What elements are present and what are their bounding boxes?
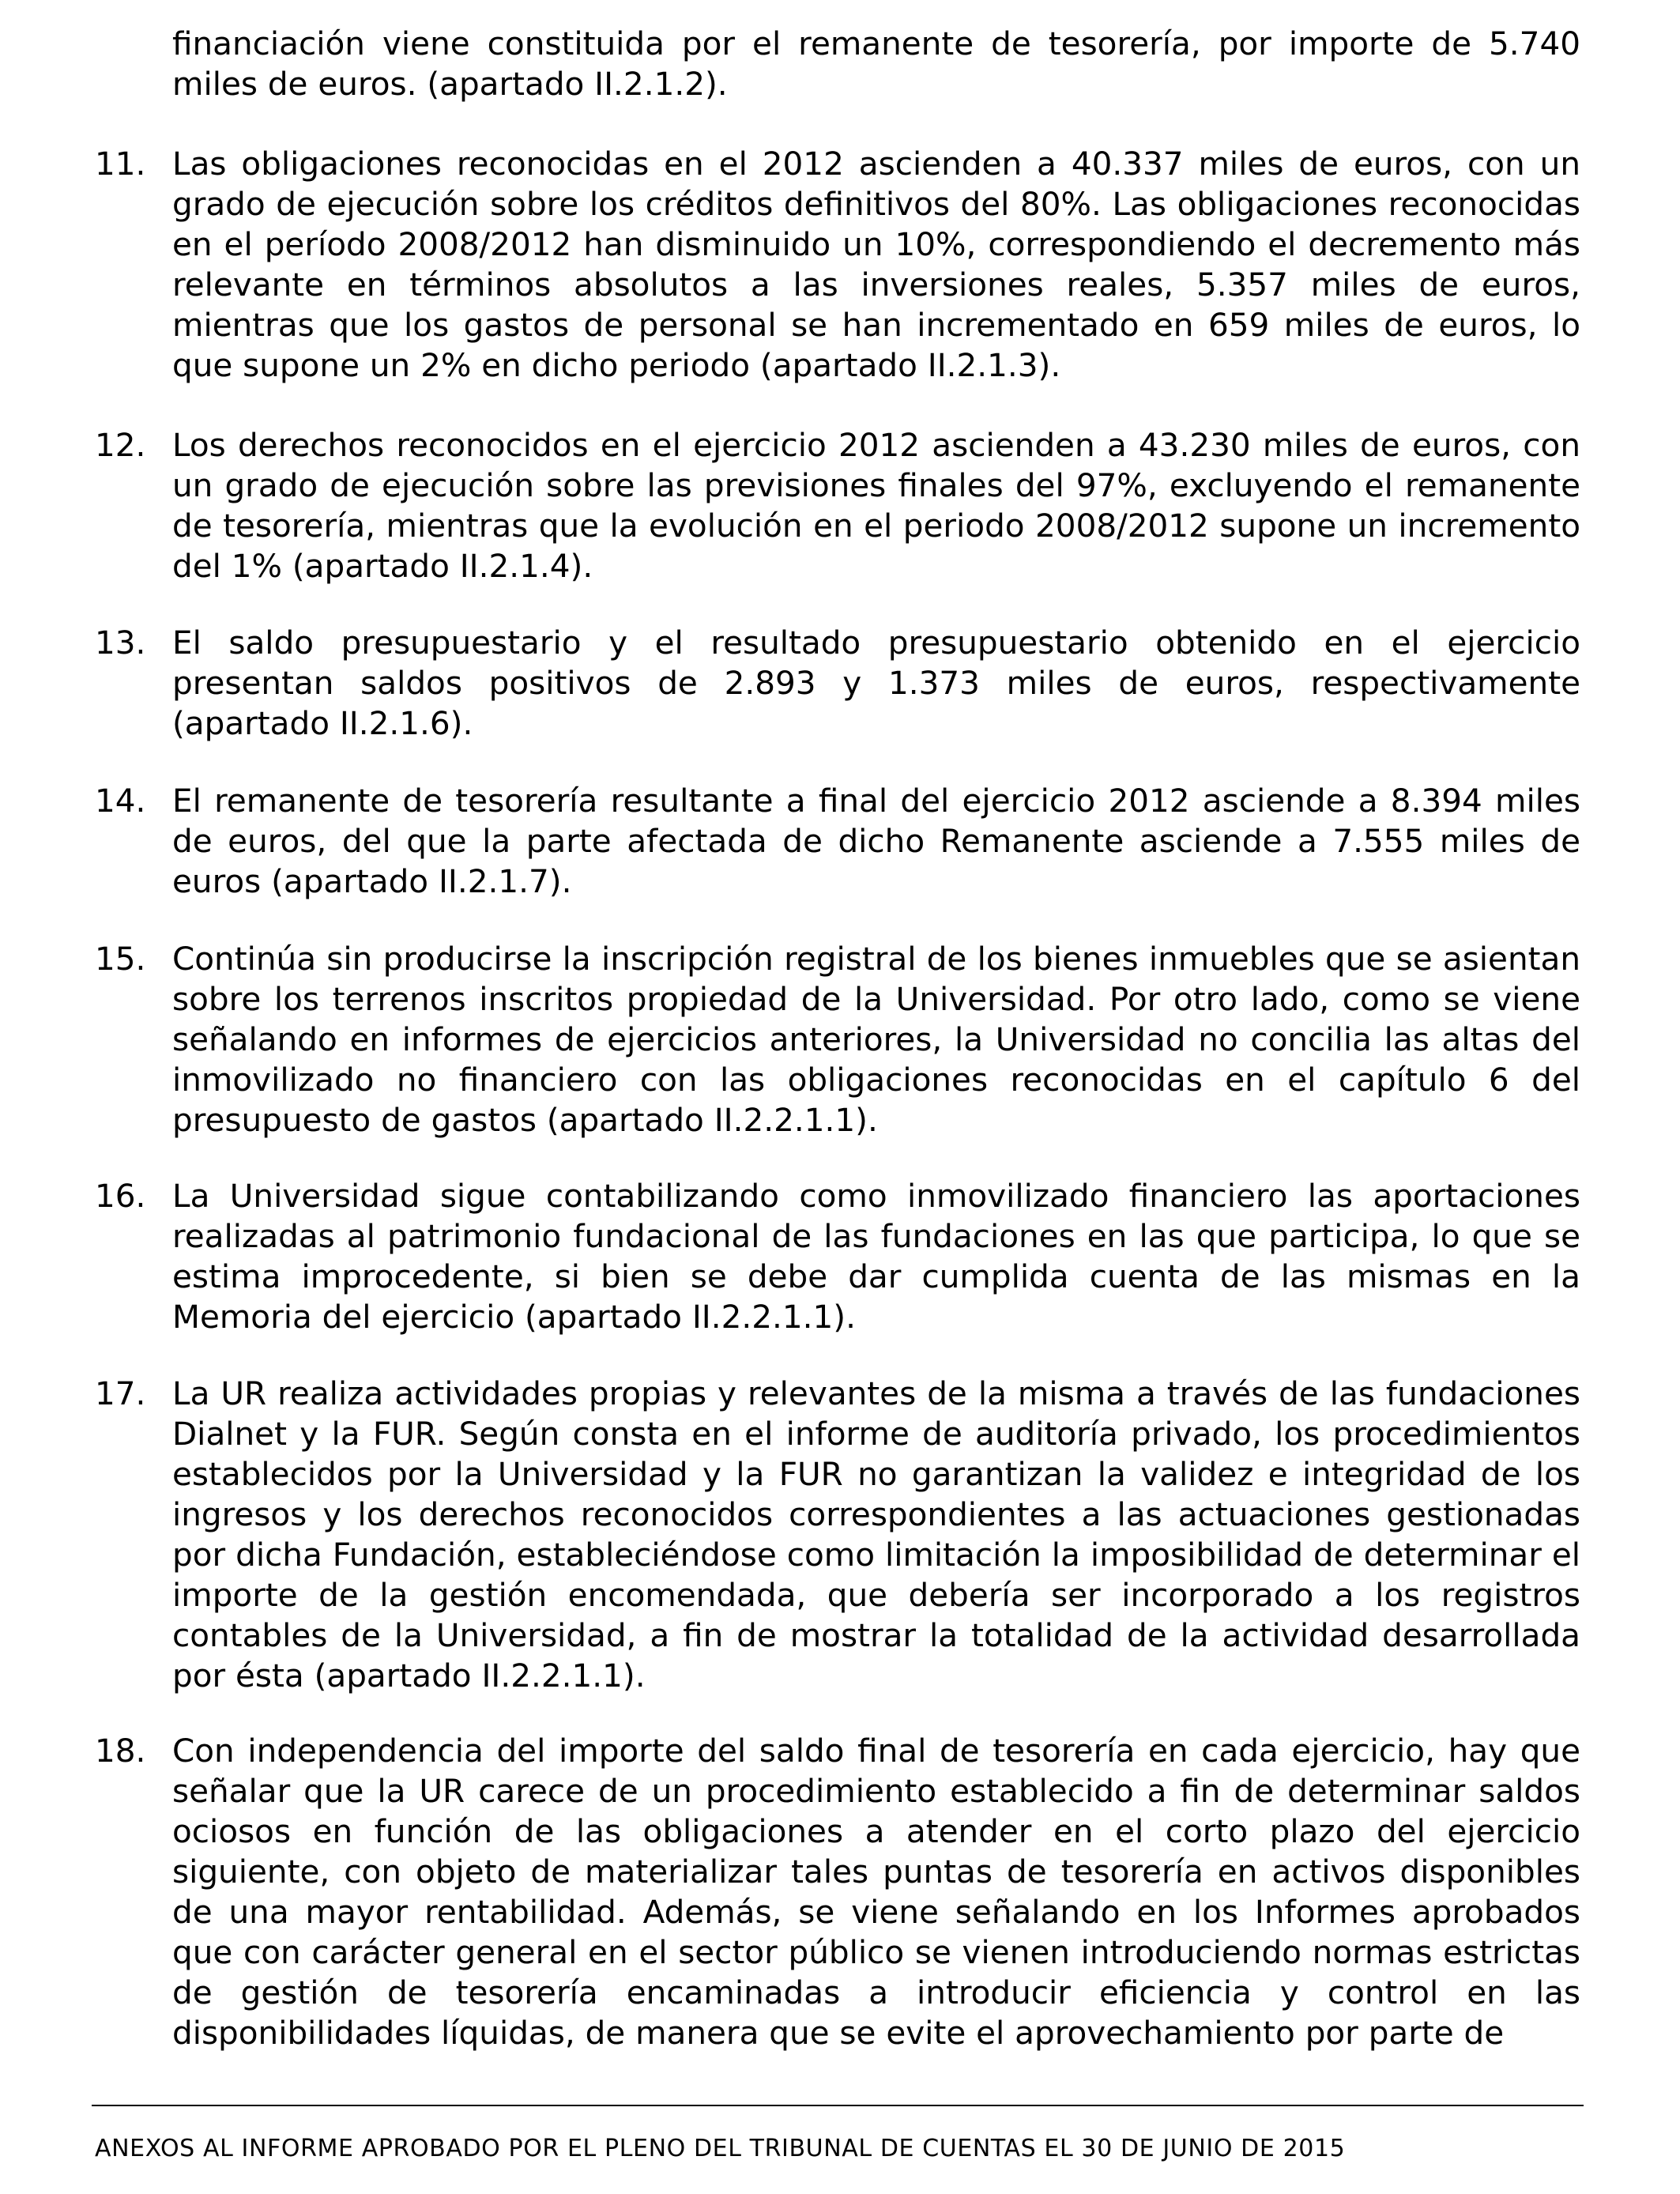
continuation-paragraph: financiación viene constituida por el remanente de tesorería, por importe de 5.740 miles de euros. (apartado II.2.1.2). <box>172 25 1580 103</box>
item-number: 13. <box>95 624 146 662</box>
item-text: El remanente de tesorería resultante a final del ejercicio 2012 asciende a 8.394 miles de euros, del que la parte afectada de dicho Remanente asciende a 7.555 miles de euros (apartado II.2.1.7). <box>172 782 1580 900</box>
item-number: 17. <box>95 1374 146 1412</box>
item-text: Con independencia del importe del saldo final de tesorería en cada ejercicio, hay que señalar que la UR carece de un procedimiento establecido a fin de determinar saldos ociosos en función de las obligaciones a atender en el corto plazo del ejercicio siguiente, con objeto de materializar tales puntas de tesorería en activos disponibles de una mayor rentabilidad. Además, se viene señalando en los Informes aprobados que con carácter general en el sector público se vienen introduciendo normas estrictas de gestión de tesorería encaminadas a introducir eficiencia y control en las disponibilidades líquidas, de manera que se evite el aprovechamiento por parte de <box>172 1732 1580 2052</box>
item-text: La UR realiza actividades propias y relevantes de la misma a través de las fundaciones Dialnet y la FUR. Según consta en el informe de auditoría privado, los procedimientos establecidos por la Universidad y la FUR no garantizan la validez e integridad de los ingresos y los derechos reconocidos correspondientes a las actuaciones gestionadas por dicha Fundación, estableciéndose como limitación la imposibilidad de determinar el importe de la gestión encomendada, que debería ser incorporado a los registros contables de la Universidad, a fin de mostrar la totalidad de la actividad desarrollada por ésta (apartado II.2.2.1.1). <box>172 1374 1580 1695</box>
item-number: 16. <box>95 1177 146 1215</box>
item-text: La Universidad sigue contabilizando como inmovilizado financiero las aportaciones realizadas al patrimonio fundacional de las fundaciones en las que participa, lo que se estima improcedente, si bien se debe dar cumplida cuenta de las mismas en la Memoria del ejercicio (apartado II.2.2.1.1). <box>172 1177 1580 1336</box>
item-number: 18. <box>95 1732 146 1770</box>
item-text: Las obligaciones reconocidas en el 2012 ascienden a 40.337 miles de euros, con un grado de ejecución sobre los créditos definitivos del 80%. Las obligaciones reconocidas en el período 2008/2012 han disminuido un 10%, correspondiendo el decremento más relevante en términos absolutos a las inversiones reales, 5.357 miles de euros, mientras que los gastos de personal se han incrementado en 659 miles de euros, lo que supone un 2% en dicho periodo (apartado II.2.1.3). <box>172 145 1580 384</box>
item-text: Continúa sin producirse la inscripción registral de los bienes inmuebles que se asientan sobre los terrenos inscritos propiedad de la Universidad. Por otro lado, como se viene señalando en informes de ejercicios anteriores, la Universidad no concilia las altas del inmovilizado no financiero con las obligaciones reconocidas en el capítulo 6 del presupuesto de gastos (apartado II.2.2.1.1). <box>172 940 1580 1139</box>
item-number: 11. <box>95 145 146 183</box>
footer-divider <box>92 2105 1584 2106</box>
item-text: El saldo presupuestario y el resultado presupuestario obtenido en el ejercicio presentan saldos positivos de 2.893 y 1.373 miles de euros, respectivamente (apartado II.2.1.6). <box>172 624 1580 742</box>
item-number: 15. <box>95 940 146 978</box>
item-number: 12. <box>95 426 146 464</box>
item-text: Los derechos reconocidos en el ejercicio 2012 ascienden a 43.230 miles de euros, con un grado de ejecución sobre las previsiones finales del 97%, excluyendo el remanente de tesorería, mientras que la evolución en el periodo 2008/2012 supone un incremento del 1% (apartado II.2.1.4). <box>172 426 1580 585</box>
page-footer: ANEXOS AL INFORME APROBADO POR EL PLENO DEL TRIBUNAL DE CUENTAS EL 30 DE JUNIO DE 2015 <box>95 2135 1346 2162</box>
item-number: 14. <box>95 782 146 820</box>
